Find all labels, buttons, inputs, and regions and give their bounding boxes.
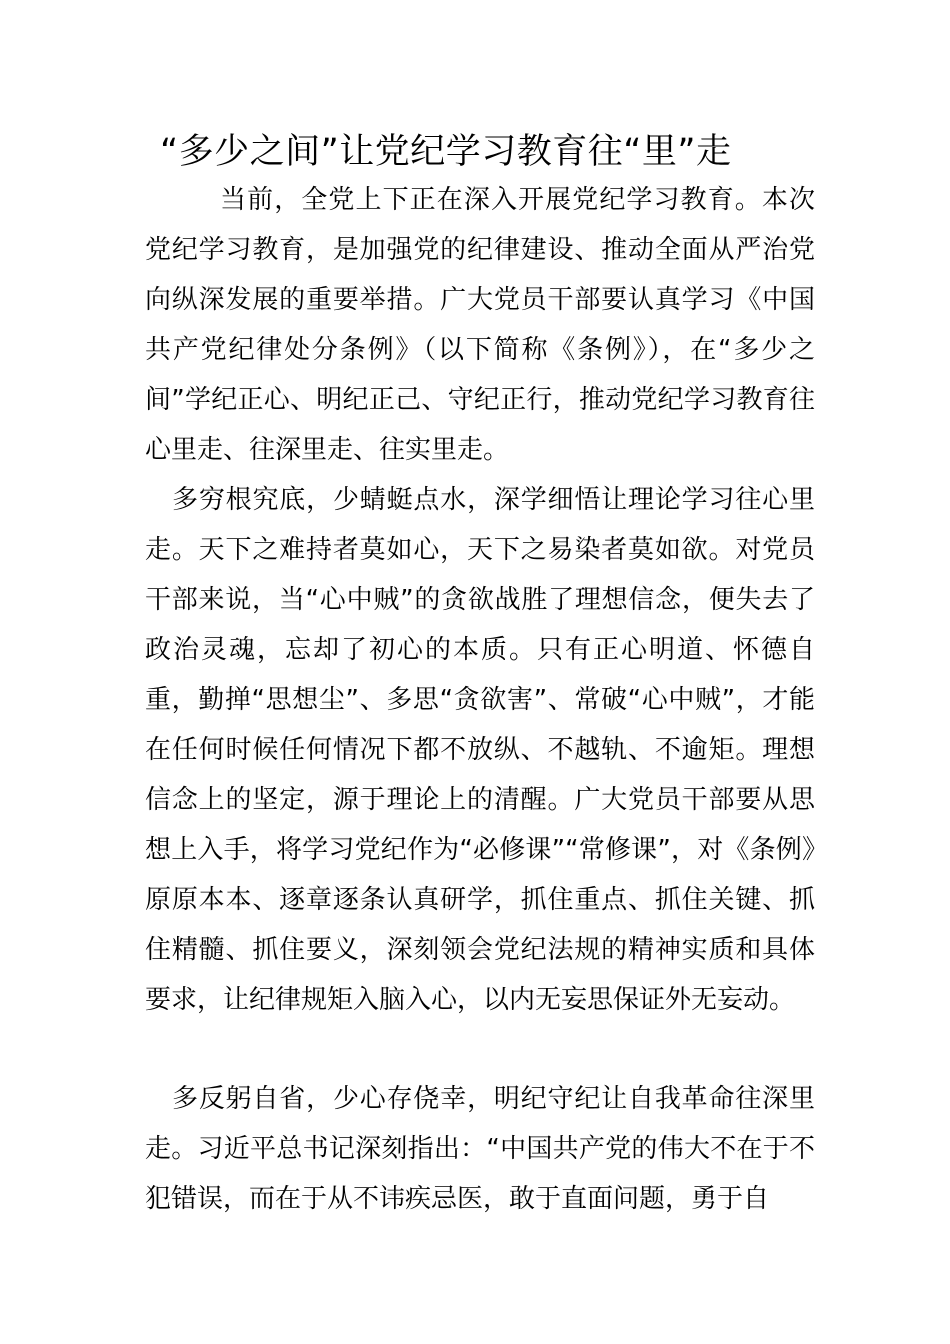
paragraph-theory-study: 多穷根究底，少蜻蜓点水，深学细悟让理论学习往心里走。天下之难持者莫如心，天下之易染者莫如欲。对党员干部来说，当“心中贼”的贪欲战胜了理想信念，便失去了政治灵魂，忘却了初心的本质。只有正心明道、怀德自重，勤掸“思想尘”、多思“贪欲害”、常破“心中贼”，才能在任何时候任何情况下都不放纵、不越轨、不逾矩。理想信念上的坚定，源于理论上的清醒。广大党员干部要从思想上入手，将学习党纪作为“必修课”“常修课”，对《条例》原原本本、逐章逐条认真研学，抓住重点、抓住关键、抓住精髓、抓住要义，深刻领会党纪法规的精神实质和具体要求，让纪律规矩入脑入心，以内无妄思保证外无妄动。 [145, 485, 815, 1015]
paragraph-intro: 当前，全党上下正在深入开展党纪学习教育。本次党纪学习教育，是加强党的纪律建设、推动全面从严治党向纵深发展的重要举措。广大党员干部要认真学习《中国共产党纪律处分条例》（以下简称《条例》），在“多少之间”学纪正心、明纪正己、守纪正行，推动党纪学习教育往心里走、往深里走、往实里走。 [145, 185, 815, 465]
paragraph-self-revolution: 多反躬自省，少心存侥幸，明纪守纪让自我革命往深里走。习近平总书记深刻指出：“中国共产党的伟大不在于不犯错误，而在于从不讳疾忌医，敢于直面问题，勇于自 [145, 1084, 815, 1214]
document-title: “多少之间”让党纪学习教育往“里”走 [160, 132, 732, 172]
